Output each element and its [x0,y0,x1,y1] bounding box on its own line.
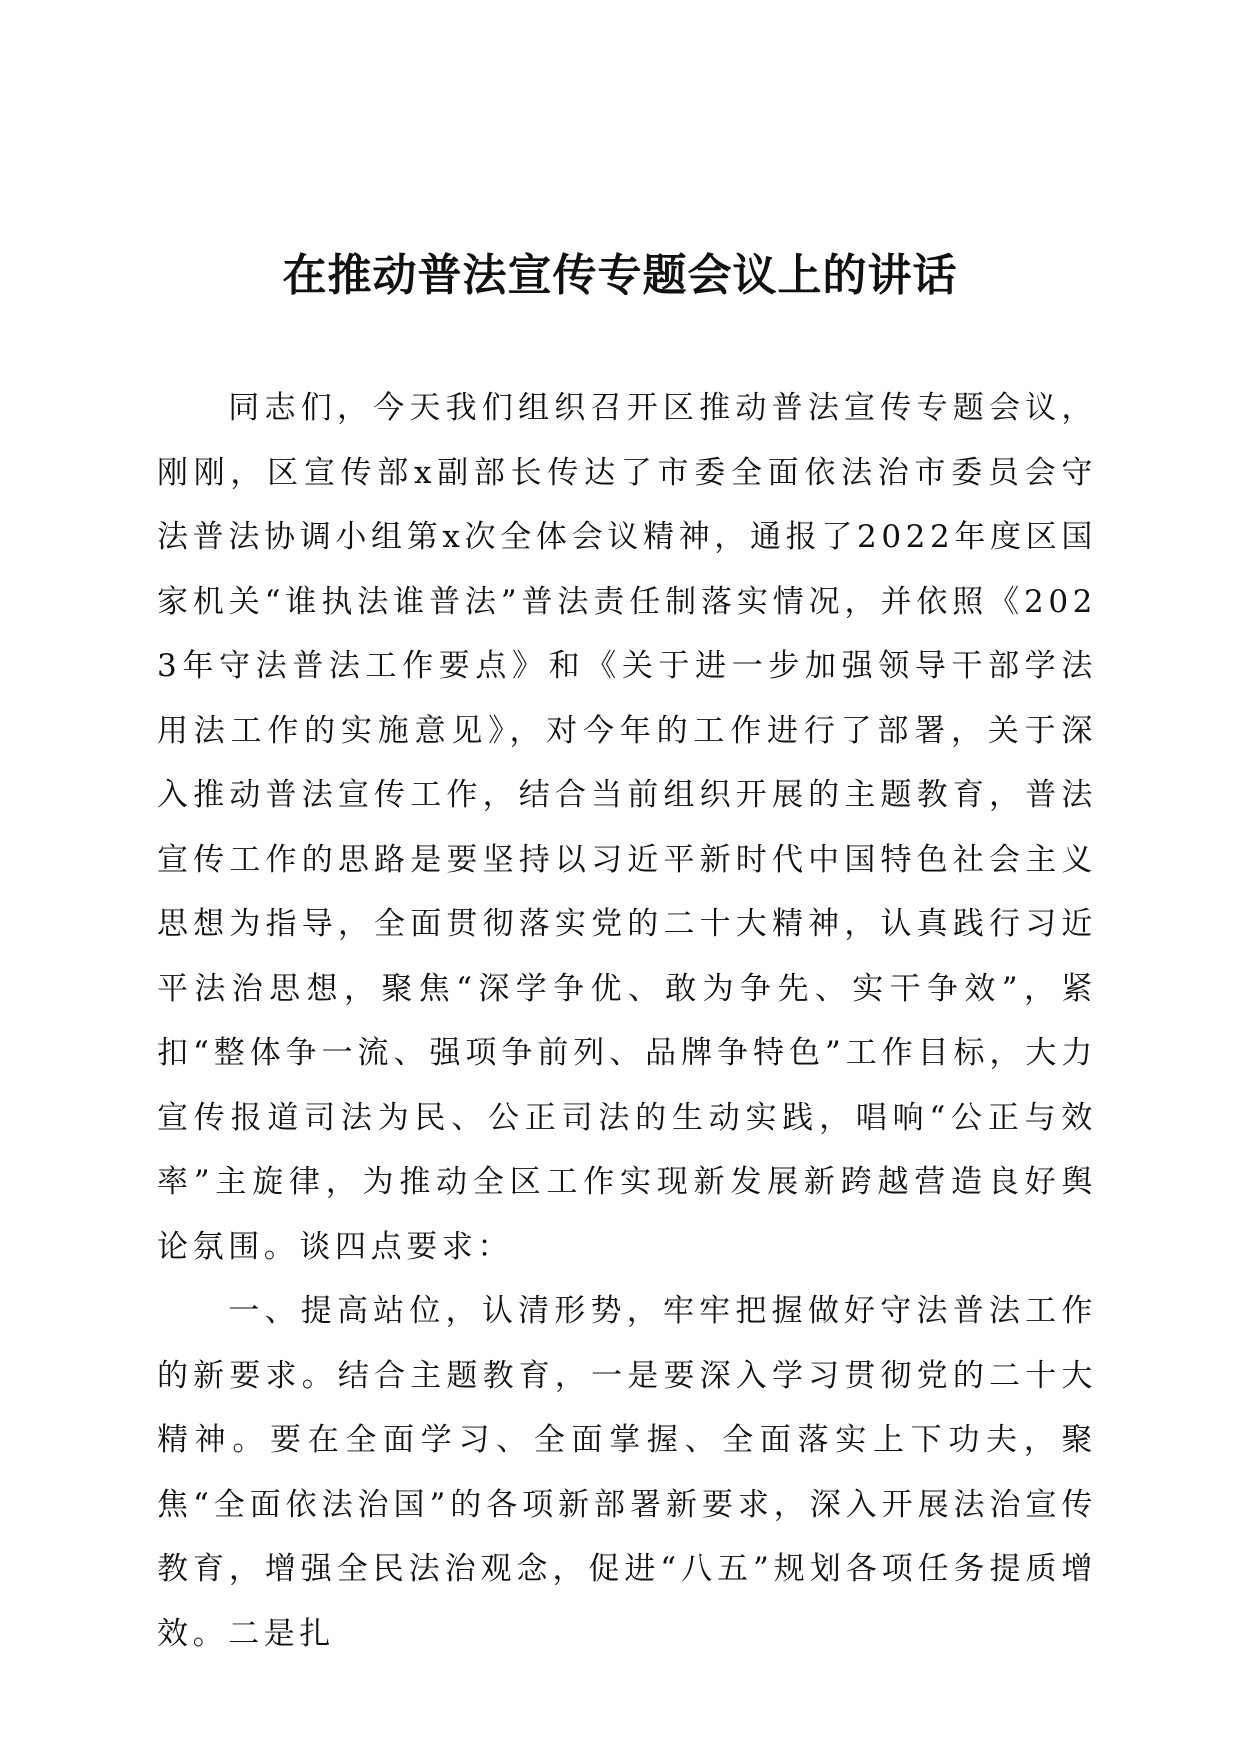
document-title: 在推动普法宣传专题会议上的讲话 [282,250,958,301]
paragraph-point-one: 一、提高站位，认清形势，牢牢把握做好守法普法工作的新要求。结合主题教育，一是要深入学习贯彻党的二十大精神。要在全面学习、全面掌握、全面落实上下功夫，聚焦“全面依法治国”的各项新部署新要求，深入开展法治宣传教育，增强全民法治观念，促进“八五”规划各项任务提质增效。二是扎 [157,1293,1097,1652]
paragraph-opening: 同志们，今天我们组织召开区推动普法宣传专题会议，刚刚，区宣传部x副部长传达了市委全面依法治市委员会守法普法协调小组第x次全体会议精神，通报了2022年度区国家机关“谁执法谁普法”普法责任制落实情况，并依照《2023年守法普法工作要点》和《关于进一步加强领导干部学法用法工作的实施意见》，对今年的工作进行了部署，关于深入推动普法宣传工作，结合当前组织开展的主题教育，普法宣传工作的思路是要坚持以习近平新时代中国特色社会主义思想为指导，全面贯彻落实党的二十大精神，认真践行习近平法治思想，聚焦“深学争优、敢为争先、实干争效”，紧扣“整体争一流、强项争前列、品牌争特色”工作目标，大力宣传报道司法为民、公正司法的生动实践，唱响“公正与效率”主旋律，为推动全区工作实现新发展新跨越营造良好舆论氛围。谈四点要求： [157,390,1097,1265]
document-body [157,376,1097,1666]
